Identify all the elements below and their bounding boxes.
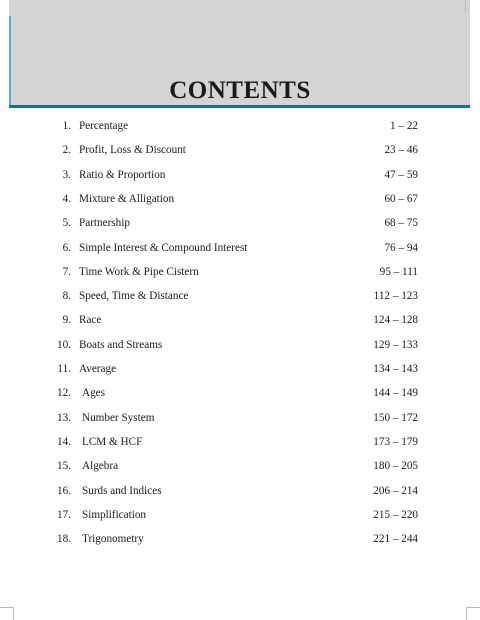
toc-entry[interactable]: [0, 509, 480, 527]
toc-entry-pages: 124 – 128: [373, 314, 418, 327]
toc-entry[interactable]: [0, 144, 480, 162]
toc-entry-number: 12.: [57, 387, 71, 400]
crop-mark-bottom-left-vert: [13, 607, 14, 620]
toc-entry-pages: 221 – 244: [373, 533, 418, 546]
toc-entry-title: Mixture & Alligation: [79, 192, 175, 205]
toc-entry[interactable]: [0, 485, 480, 503]
toc-entry-title: Algebra: [82, 460, 119, 473]
toc-entry-pages: 1 – 22: [390, 120, 418, 132]
title-underline: [9, 105, 470, 108]
toc-entry-pages: 60 – 67: [384, 192, 418, 205]
toc-entry-number: 1.: [62, 120, 71, 132]
toc-entry[interactable]: [0, 460, 480, 478]
toc-entry-pages: 173 – 179: [373, 435, 418, 448]
toc-entry-title: Trigonometry: [82, 533, 144, 546]
toc-entry-title: Average: [79, 363, 117, 375]
toc-entry-number: 6.: [62, 241, 71, 254]
toc-entry[interactable]: [0, 363, 480, 381]
toc-entry-number: 16.: [57, 484, 71, 497]
toc-entry-pages: 95 – 111: [379, 265, 418, 278]
toc-entry-number: 5.: [62, 217, 71, 230]
toc-entry-title: Ages: [82, 387, 105, 400]
toc-entry[interactable]: [0, 436, 480, 454]
toc-entry-pages: 180 – 205: [373, 460, 418, 473]
toc-entry-pages: 144 – 149: [373, 387, 418, 400]
toc-entry-title: Percentage: [79, 120, 129, 132]
toc-entry[interactable]: [0, 266, 480, 284]
toc-entry-number: 18.: [57, 533, 71, 546]
toc-entry-title: Race: [79, 314, 102, 327]
crop-mark-bottom-left: [0, 607, 14, 608]
toc-entry-number: 15.: [57, 460, 71, 473]
toc-entry-number: 9.: [62, 314, 71, 327]
toc-entry-title: Time Work & Pipe Cistern: [79, 265, 199, 278]
toc-entry-number: 13.: [57, 411, 71, 424]
toc-entry-number: 8.: [62, 290, 71, 303]
toc-entry-title: Simplification: [82, 508, 147, 521]
toc-entry-pages: 129 – 133: [373, 338, 418, 351]
toc-entry-pages: 150 – 172: [373, 411, 418, 424]
toc-entry[interactable]: [0, 314, 480, 332]
toc-entry-number: 3.: [62, 168, 71, 181]
toc-entry[interactable]: [0, 339, 480, 357]
crop-mark-bottom-right: [466, 607, 480, 608]
toc-entry-title: Partnership: [79, 217, 130, 230]
toc-entry-number: 11.: [57, 363, 71, 375]
toc-entry-title: Surds and Indices: [82, 484, 162, 497]
toc-entry-pages: 215 – 220: [373, 508, 418, 521]
toc-entry-pages: 76 – 94: [384, 241, 418, 254]
crop-mark-top-right: [465, 0, 466, 12]
toc-entry-title: Number System: [82, 411, 155, 424]
toc-entry-title: Speed, Time & Distance: [79, 290, 189, 303]
toc-entry-number: 7.: [62, 265, 71, 278]
toc-entry[interactable]: [0, 193, 480, 211]
toc-entry[interactable]: [0, 290, 480, 308]
toc-entry-pages: 23 – 46: [384, 144, 418, 157]
toc-entry-pages: 206 – 214: [373, 484, 418, 497]
toc-entry-pages: 112 – 123: [373, 290, 418, 303]
toc-entry[interactable]: [0, 217, 480, 235]
toc-entry-number: 17.: [57, 508, 71, 521]
toc-entry-number: 10.: [57, 338, 71, 351]
toc-entry-pages: 68 – 75: [384, 217, 418, 230]
toc-entry-title: Ratio & Proportion: [79, 168, 166, 181]
toc-entry[interactable]: [0, 169, 480, 187]
toc-entry-title: LCM & HCF: [82, 435, 143, 448]
page-title: CONTENTS: [169, 77, 311, 104]
toc-entry-number: 14.: [57, 435, 71, 448]
toc-entry-number: 2.: [62, 144, 71, 157]
toc-entry-title: Profit, Loss & Discount: [79, 144, 186, 157]
toc-entry-title: Boats and Streams: [79, 338, 163, 351]
toc-entry-pages: 47 – 59: [384, 168, 418, 181]
toc-entry-pages: 134 – 143: [373, 363, 418, 375]
toc-entry[interactable]: [0, 120, 480, 138]
toc-entry[interactable]: [0, 412, 480, 430]
crop-mark-bottom-right-vert: [466, 607, 467, 620]
toc-entry[interactable]: [0, 387, 480, 405]
toc-entry-number: 4.: [62, 192, 71, 205]
toc-entry[interactable]: [0, 533, 480, 551]
toc-entry-title: Simple Interest & Compound Interest: [79, 241, 248, 254]
toc-entry[interactable]: [0, 242, 480, 260]
